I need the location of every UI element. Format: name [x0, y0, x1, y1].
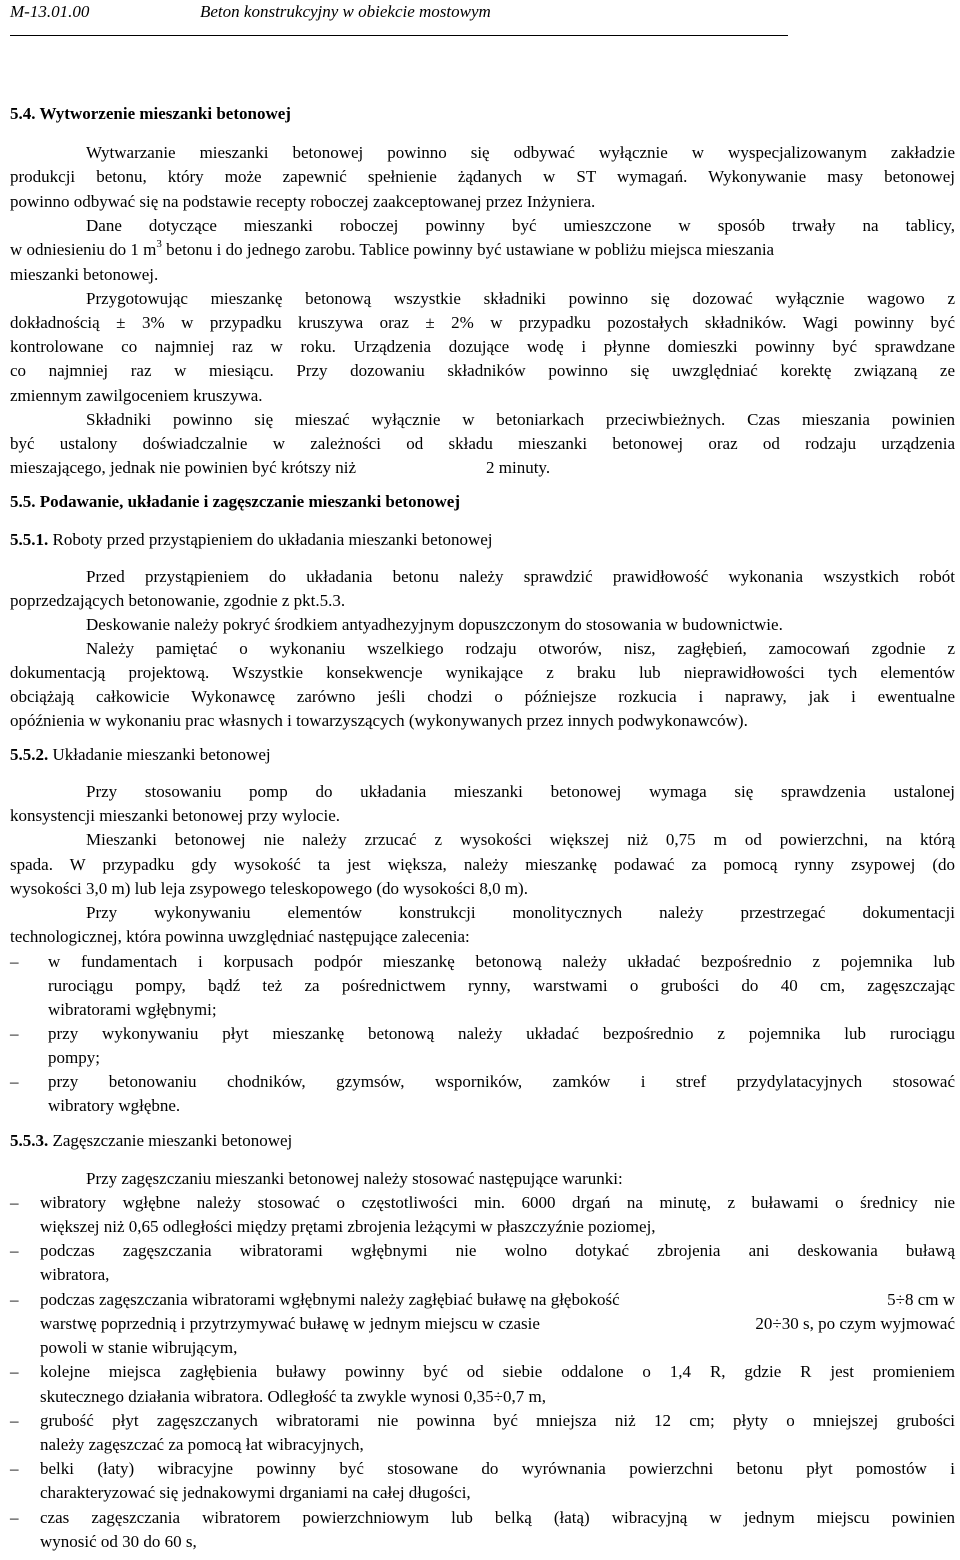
paragraph-line: Przed przystąpieniem do układania betonu należy sprawdzić prawidłowość wykonania wszystkich robót	[86, 567, 955, 586]
list-item-line: warstwę poprzednią i przytrzymywać buławę w jednym miejscu w czasie 20÷30 s, po czym wyjmować	[40, 1314, 955, 1333]
bullet-dash: –	[10, 1290, 19, 1309]
list-item-line: czas zagęszczania wibratorem powierzchniowym lub belką (łatą) wibracyjną w jednym miejscu powinien	[40, 1508, 955, 1527]
paragraph-line: Przy stosowaniu pomp do układania mieszanki betonowej wymaga się sprawdzenia ustalonej	[86, 782, 955, 801]
paragraph-line: Należy pamiętać o wykonaniu wszelkiego rodzaju otworów, nisz, zagłębień, zamocowań zgodnie z	[86, 639, 955, 658]
paragraph-line: mieszającego, jednak nie powinien być krótszy niż 2 minuty.	[10, 458, 551, 477]
paragraph-line: zmiennym zawilgoceniem kruszywa.	[10, 386, 263, 405]
paragraph-line: być ustalony doświadczalnie w zależności od składu mieszanki betonowej oraz od rodzaju urządzenia	[10, 434, 955, 453]
subsection-heading-5-5-3: 5.5.3. Zagęszczanie mieszanki betonowej	[10, 1131, 293, 1150]
header-rule	[10, 35, 788, 36]
list-item-line: przy wykonywaniu płyt mieszankę betonową należy układać bezpośrednio z pojemnika lub rurociągu	[48, 1024, 955, 1043]
bullet-dash: –	[10, 952, 19, 971]
list-item-line: powoli w stanie wibrującym,	[40, 1338, 238, 1357]
list-item-line: przy betonowaniu chodników, gzymsów, wsporników, zamków i stref przydylatacyjnych stosować	[48, 1072, 955, 1091]
paragraph-line: co najmniej raz w miesiącu. Przy dozowaniu składników powinno się uwzględniać korektę związaną ze	[10, 361, 955, 380]
list-item-line: belki (łaty) wibracyjne powinny być stosowane do wyrównania powierzchni betonu płyt pomostów i	[40, 1459, 955, 1478]
section-heading-5-5: 5.5. Podawanie, układanie i zagęszczanie mieszanki betonowej	[10, 492, 461, 511]
document-code: M-13.01.00	[10, 2, 90, 21]
paragraph-line: Wytwarzanie mieszanki betonowej powinno się odbywać wyłącznie w wyspecjalizowanym zakładzie	[86, 143, 955, 162]
list-item-line: większej niż 0,65 odległości między prętami zbrojenia leżącymi w płaszczyźnie poziomej,	[40, 1217, 656, 1236]
list-item-line: kolejne miejsca zagłębienia buławy powinny być od siebie oddalone o 1,4 R, gdzie R jest promieniem	[40, 1362, 955, 1381]
paragraph-line: kontrolowane co najmniej raz w roku. Urządzenia dozujące wodę i płynne domieszki powinny być sprawdzane	[10, 337, 955, 356]
paragraph-line: dokładnością ± 3% w przypadku kruszywa oraz ± 2% w przypadku pozostałych składników. Wagi powinny być	[10, 313, 955, 332]
list-item-line: rurociągu pompy, bądź też za pośrednictwem rynny, warstwami o grubości do 40 cm, zagęszczając	[48, 976, 955, 995]
paragraph-line: Mieszanki betonowej nie należy zrzucać z wysokości większej niż 0,75 m od powierzchni, na którą	[86, 830, 955, 849]
paragraph-line: obciążają całkowicie Wykonawcę zarówno jeśli chodzi o późniejsze rozkucia i naprawy, jak i ewentualne	[10, 687, 955, 706]
list-item-line: w fundamentach i korpusach podpór mieszankę betonową należy układać bezpośrednio z pojemnika lub	[48, 952, 955, 971]
bullet-dash: –	[10, 1362, 19, 1381]
bullet-dash: –	[10, 1193, 19, 1212]
paragraph-line: Deskowanie należy pokryć środkiem antyadhezyjnym dopuszczonym do stosowania w budownictwie.	[86, 615, 783, 634]
paragraph-line: dokumentacją projektową. Wszystkie konsekwencje wynikające z braku lub nieprawidłowości tych elementów	[10, 663, 955, 682]
list-item-line: wibratorami wgłębnymi;	[48, 1000, 217, 1019]
list-item-line: podczas zagęszczania wibratorami wgłębnymi nie wolno dotykać zbrojenia ani deskowania buławą	[40, 1241, 955, 1260]
paragraph-line: Przygotowując mieszankę betonową wszystkie składniki powinno się dozować wyłącznie wagowo z	[86, 289, 955, 308]
paragraph-line: Przy wykonywaniu elementów konstrukcji monolitycznych należy przestrzegać dokumentacji	[86, 903, 955, 922]
paragraph-line: powinno odbywać się na podstawie recepty roboczej zaakceptowanej przez Inżyniera.	[10, 192, 596, 211]
paragraph-line: konsystencji mieszanki betonowej przy wylocie.	[10, 806, 340, 825]
paragraph-line: poprzedzających betonowanie, zgodnie z pkt.5.3.	[10, 591, 346, 610]
list-item-line: grubość płyt zagęszczanych wibratorami nie powinna być mniejsza niż 12 cm; płyty o mniejszej grubości	[40, 1411, 955, 1430]
list-item-line: podczas zagęszczania wibratorami wgłębnymi należy zagłębiać buławę na głębokość 5÷8 cm w	[40, 1290, 955, 1309]
paragraph-line: spada. W przypadku gdy wysokość ta jest większa, należy mieszankę podawać za pomocą rynny zsypowej (do	[10, 855, 955, 874]
list-item-line: wibratora,	[40, 1265, 110, 1284]
list-item-line: pompy;	[48, 1048, 100, 1067]
bullet-dash: –	[10, 1072, 19, 1091]
bullet-dash: –	[10, 1024, 19, 1043]
subsection-heading-5-5-2: 5.5.2. Układanie mieszanki betonowej	[10, 745, 271, 764]
paragraph-line: technologicznej, która powinna uwzględniać następujące zalecenia:	[10, 927, 470, 946]
paragraph-line: mieszanki betonowej.	[10, 265, 159, 284]
paragraph-line: wysokości 3,0 m) lub leja zsypowego teleskopowego (do wysokości 8,0 m).	[10, 879, 528, 898]
paragraph-line: Dane dotyczące mieszanki roboczej powinny być umieszczone w sposób trwały na tablicy,	[86, 216, 955, 235]
subsection-heading-5-5-1: 5.5.1. Roboty przed przystąpieniem do układania mieszanki betonowej	[10, 530, 493, 549]
list-item-line: należy zagęszczać za pomocą łat wibracyjnych,	[40, 1435, 364, 1454]
paragraph-line: w odniesieniu do 1 $m^3$ betonu i do jednego zarobu. Tablice powinny być ustawiane w pobliżu miejsca mieszania	[10, 238, 775, 259]
bullet-dash: –	[10, 1241, 19, 1260]
paragraph-line: produkcji betonu, który może zapewnić spełnienie żądanych w ST wymagań. Wykonywanie masy betonowej	[10, 167, 955, 186]
bullet-dash: –	[10, 1411, 19, 1430]
list-item-line: wibratory wgłębne należy stosować o częstotliwości min. 6000 drgań na minutę, z buławami o średnicy nie	[40, 1193, 955, 1212]
list-item-line: charakteryzować się jednakowymi drganiami na całej długości,	[40, 1483, 471, 1502]
paragraph-line: Składniki powinno się mieszać wyłącznie w betoniarkach przeciwbieżnych. Czas mieszania powinien	[86, 410, 955, 429]
paragraph-line: opóźnienia w wykonaniu prac własnych i towarzyszących (wykonywanych przez innych podwykonawców).	[10, 711, 748, 730]
list-item-line: wynosić od 30 do 60 s,	[40, 1532, 197, 1551]
list-item-line: wibratory wgłębne.	[48, 1096, 181, 1115]
document-title: Beton konstrukcyjny w obiekcie mostowym	[200, 2, 491, 21]
paragraph-line: Przy zagęszczaniu mieszanki betonowej należy stosować następujące warunki:	[86, 1169, 623, 1188]
running-header	[10, 2, 491, 22]
bullet-dash: –	[10, 1459, 19, 1478]
bullet-dash: –	[10, 1508, 19, 1527]
list-item-line: skutecznego działania wibratora. Odległość ta zwykle wynosi 0,35÷0,7 m,	[40, 1387, 546, 1406]
section-heading-5-4: 5.4. Wytworzenie mieszanki betonowej	[10, 104, 291, 123]
